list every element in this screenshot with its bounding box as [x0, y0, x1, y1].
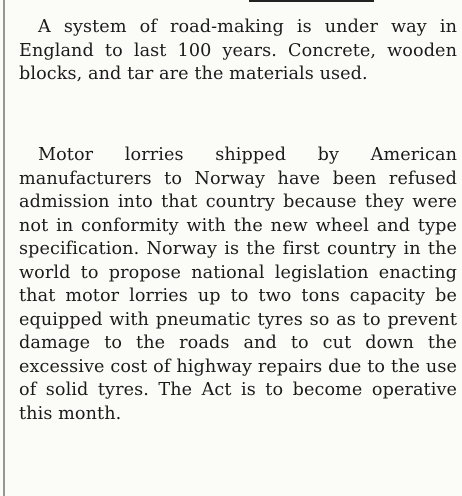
paragraph-norway-lorries: Motor lorries shipped by American manufacturers to Norway have been refused admission into that country because they were not in conformity with the new wheel and type specification. Norway is the first country in the world to propose national legislation enacting that motor lorries up to two tons capacity be equipped with pneumatic tyres so as to prevent damage to the roads and to cut down the excessive cost of highway repairs due to the use of solid tyres. The Act is to become operative this month. — [19, 145, 457, 424]
column-edge — [3, 0, 5, 496]
paragraph-road-making: A system of road-making is under way in England to last 100 years. Concrete, wooden blocks, and tar are the materials used. — [19, 17, 457, 84]
top-rule-line — [249, 0, 374, 2]
